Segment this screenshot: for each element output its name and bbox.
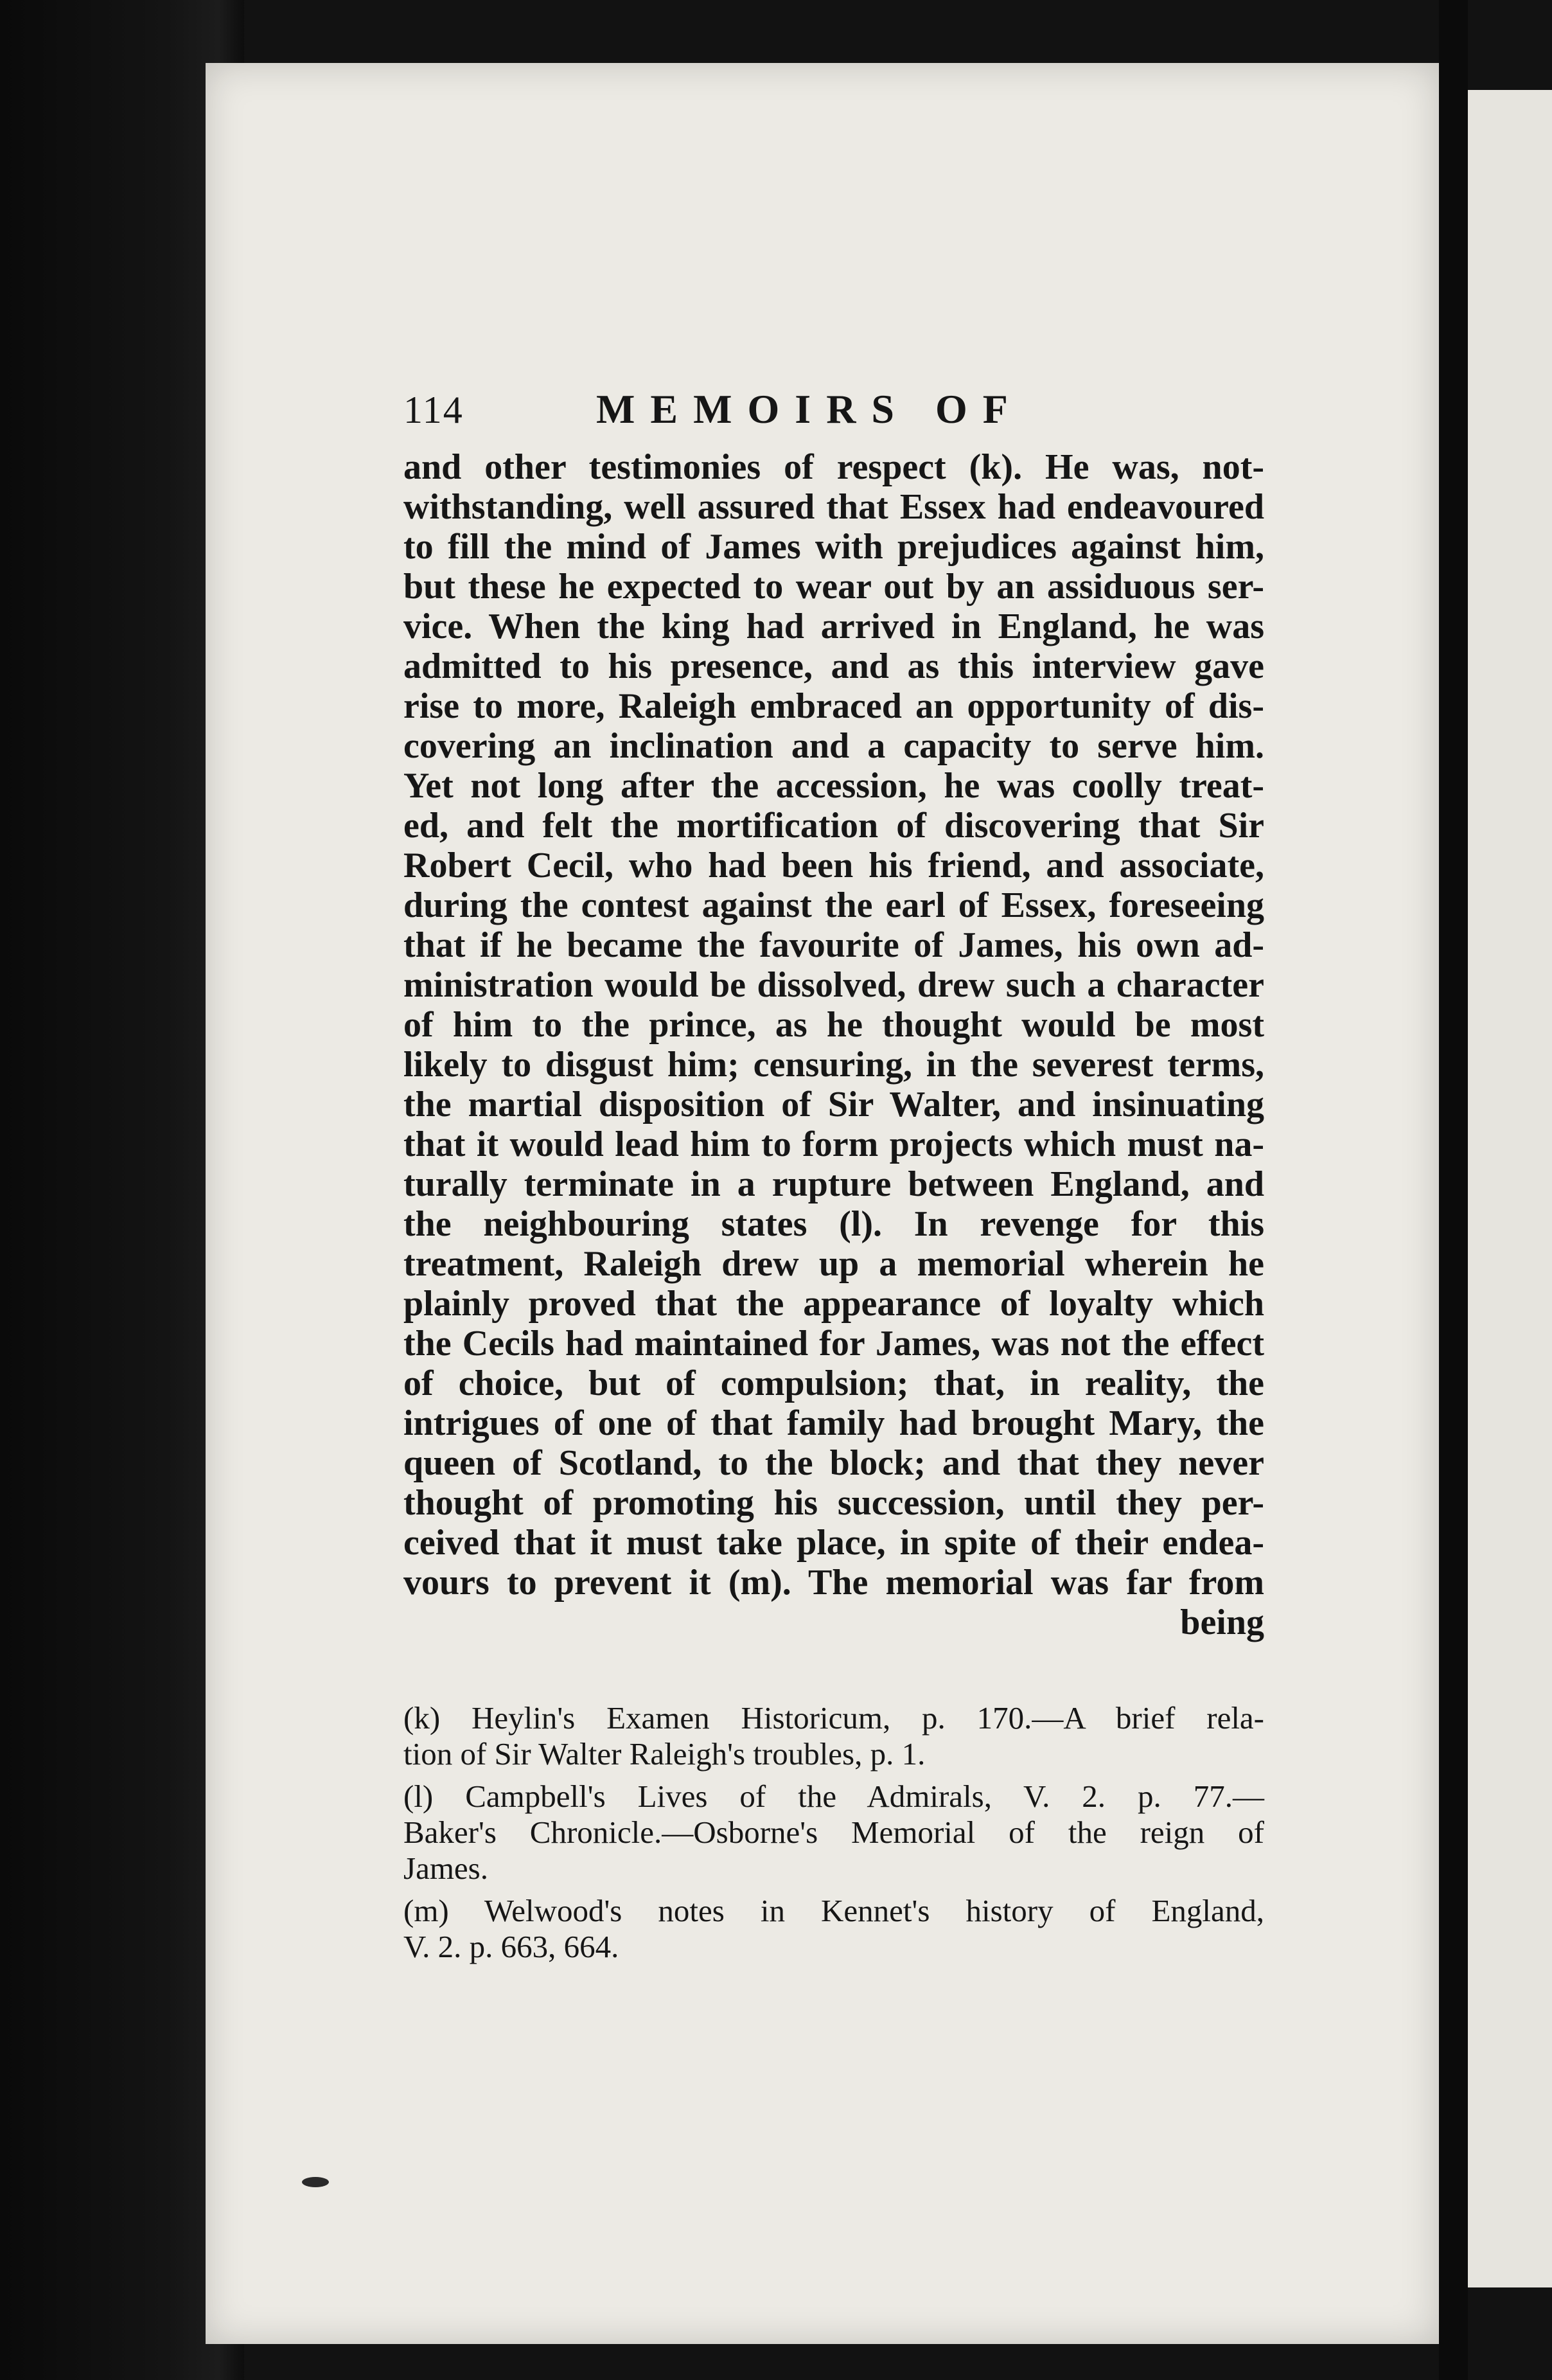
body-line: ed, and felt the mortification of discovering that Sir (403, 806, 1264, 846)
body-line: the Cecils had maintained for James, was not the effect (403, 1324, 1264, 1363)
body-line: vice. When the king had arrived in England, he was (403, 607, 1264, 646)
ink-blot (302, 2177, 329, 2187)
body-line: queen of Scotland, to the block; and that they never (403, 1443, 1264, 1483)
body-line: but these he expected to wear out by an assiduous ser- (403, 567, 1264, 607)
page-gutter (1439, 0, 1468, 2380)
body-line: plainly proved that the appearance of loyalty which (403, 1284, 1264, 1324)
body-line: ministration would be dissolved, drew such a character (403, 965, 1264, 1005)
body-line: the martial disposition of Sir Walter, and insinuating (403, 1085, 1264, 1124)
body-line: intrigues of one of that family had brought Mary, the (403, 1403, 1264, 1443)
body-line: of him to the prince, as he thought would be most (403, 1005, 1264, 1045)
body-line: likely to disgust him; censuring, in the severest terms, (403, 1045, 1264, 1085)
body-line: thought of promoting his succession, until they per- (403, 1483, 1264, 1523)
footnote-line: Baker's Chronicle.—Osborne's Memorial of the reign of (403, 1815, 1264, 1850)
body-line: and other testimonies of respect (k). He was, not- (403, 447, 1264, 487)
footnote-line: V. 2. p. 663, 664. (403, 1929, 619, 1964)
body-line: that it would lead him to form projects which must na- (403, 1124, 1264, 1164)
body-line: withstanding, well assured that Essex had endeavoured (403, 487, 1264, 527)
body-text (403, 447, 1264, 1642)
body-line: during the contest against the earl of Essex, foreseeing (403, 885, 1264, 925)
body-line: Yet not long after the accession, he was coolly treat- (403, 766, 1264, 806)
footnotes (403, 1700, 1264, 1965)
footnote-line: tion of Sir Walter Raleigh's troubles, p. 1. (403, 1736, 926, 1772)
page-header (403, 386, 1264, 447)
body-line: ceived that it must take place, in spite of their endea- (403, 1523, 1264, 1563)
page-text (403, 386, 1264, 1965)
footnote-line: (l) Campbell's Lives of the Admirals, V. 2. p. 77.— (403, 1779, 1264, 1814)
body-line: turally terminate in a rupture between England, and (403, 1164, 1264, 1204)
body-line: being (1180, 1603, 1264, 1642)
footnote (403, 1893, 1264, 1965)
page-number: 114 (403, 389, 464, 431)
running-head: MEMOIRS OF (596, 386, 1023, 432)
footnote-line: (m) Welwood's notes in Kennet's history of England, (403, 1893, 1264, 1928)
body-line: of choice, but of compulsion; that, in reality, the (403, 1363, 1264, 1403)
body-line: that if he became the favourite of James, his own ad- (403, 925, 1264, 965)
footnote (403, 1779, 1264, 1887)
footnote (403, 1700, 1264, 1772)
body-line: rise to more, Raleigh embraced an opportunity of dis- (403, 686, 1264, 726)
body-line: covering an inclination and a capacity to serve him. (403, 726, 1264, 766)
body-line: to fill the mind of James with prejudices against him, (403, 527, 1264, 567)
body-line: treatment, Raleigh drew up a memorial wherein he (403, 1244, 1264, 1284)
body-line: Robert Cecil, who had been his friend, and associate, (403, 846, 1264, 885)
facing-page-edge (1468, 90, 1552, 2287)
body-line: vours to prevent it (m). The memorial was far from (403, 1563, 1264, 1603)
footnote-line: (k) Heylin's Examen Historicum, p. 170.—A brief rela- (403, 1700, 1264, 1736)
body-line: the neighbouring states (l). In revenge for this (403, 1204, 1264, 1244)
body-line: admitted to his presence, and as this interview gave (403, 646, 1264, 686)
footnote-line: James. (403, 1851, 488, 1886)
